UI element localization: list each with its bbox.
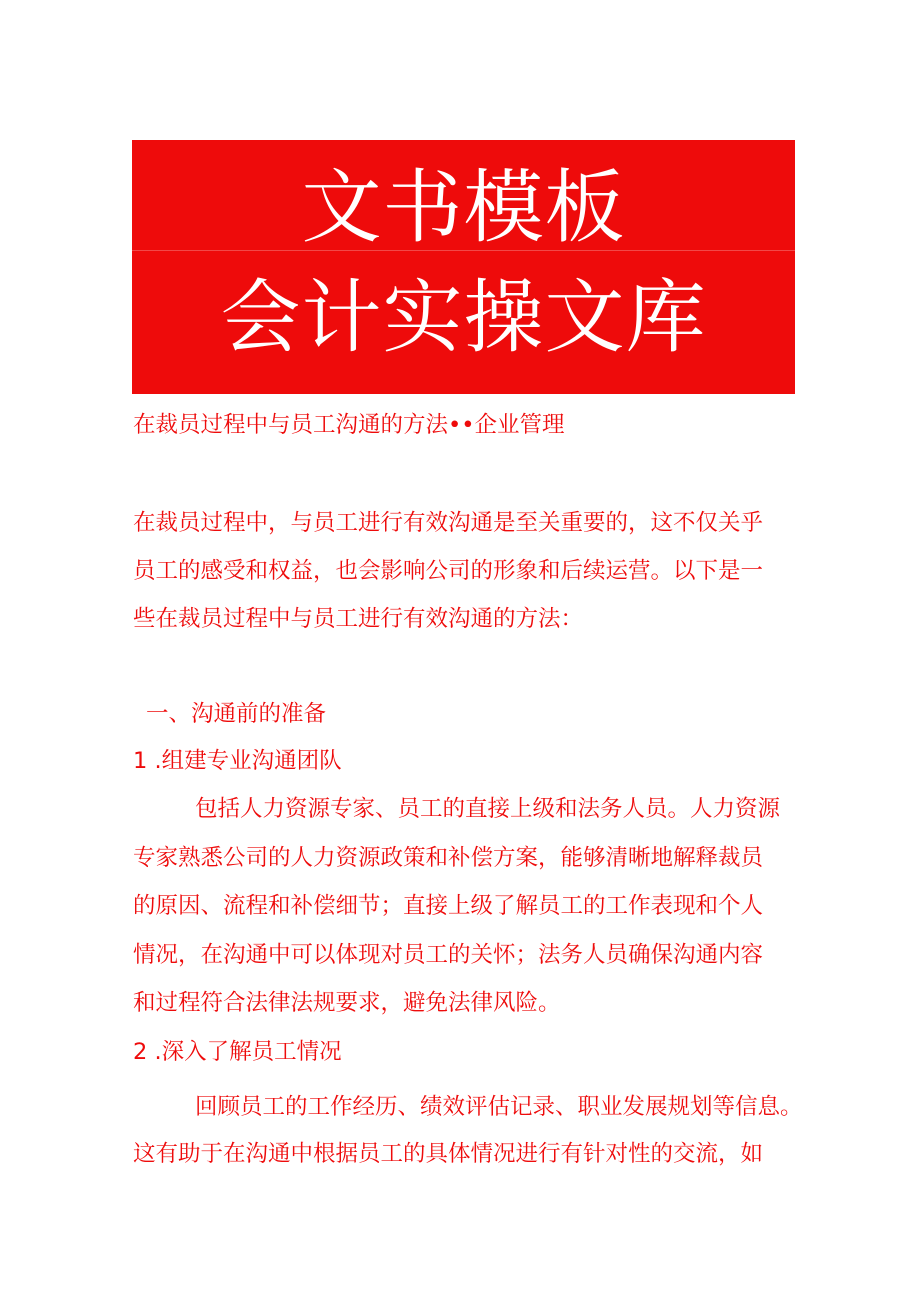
paragraph-line: 专家熟悉公司的人力资源政策和补偿方案，能够清晰地解释裁员 xyxy=(133,844,764,871)
paragraph-line: 这有助于在沟通中根据员工的具体情况进行有针对性的交流，如 xyxy=(133,1141,764,1167)
section-heading: 一、沟通前的准备 xyxy=(146,701,327,727)
intro-line: 些在裁员过程中与员工进行有效沟通的方法： xyxy=(133,606,584,632)
intro-line: 在裁员过程中，与员工进行有效沟通是至关重要的，这不仅关乎 xyxy=(133,510,764,536)
paragraph-line: 回顾员工的工作经历、绩效评估记录、职业发展规划等信息。 xyxy=(195,1094,803,1120)
intro-line: 员工的感受和权益，也会影响公司的形象和后续运营。以下是一 xyxy=(133,558,764,584)
paragraph-line: 情况，在沟通中可以体现对员工的关怀；法务人员确保沟通内容 xyxy=(133,941,764,968)
banner-title-line1: 文书模板 xyxy=(301,161,626,254)
subsection-2-paragraph xyxy=(133,1084,803,1178)
subsection-1-paragraph xyxy=(133,785,780,1028)
paragraph-line: 包括人力资源专家、员工的直接上级和法务人员。人力资源 xyxy=(195,796,781,822)
header-banner xyxy=(132,140,795,394)
banner-divider xyxy=(132,250,795,251)
document-subtitle: 在裁员过程中与员工沟通的方法••企业管理 xyxy=(133,412,565,438)
subsection-title-1: 1 .组建专业沟通团队 xyxy=(133,748,342,774)
intro-paragraph xyxy=(133,499,763,643)
banner-title-line2: 会计实操文库 xyxy=(220,271,707,364)
subsection-title-2: 2 .深入了解员工情况 xyxy=(133,1039,342,1065)
paragraph-line: 的原因、流程和补偿细节；直接上级了解员工的工作表现和个人 xyxy=(133,893,764,919)
paragraph-line: 和过程符合法律法规要求，避免法律风险。 xyxy=(133,990,561,1016)
